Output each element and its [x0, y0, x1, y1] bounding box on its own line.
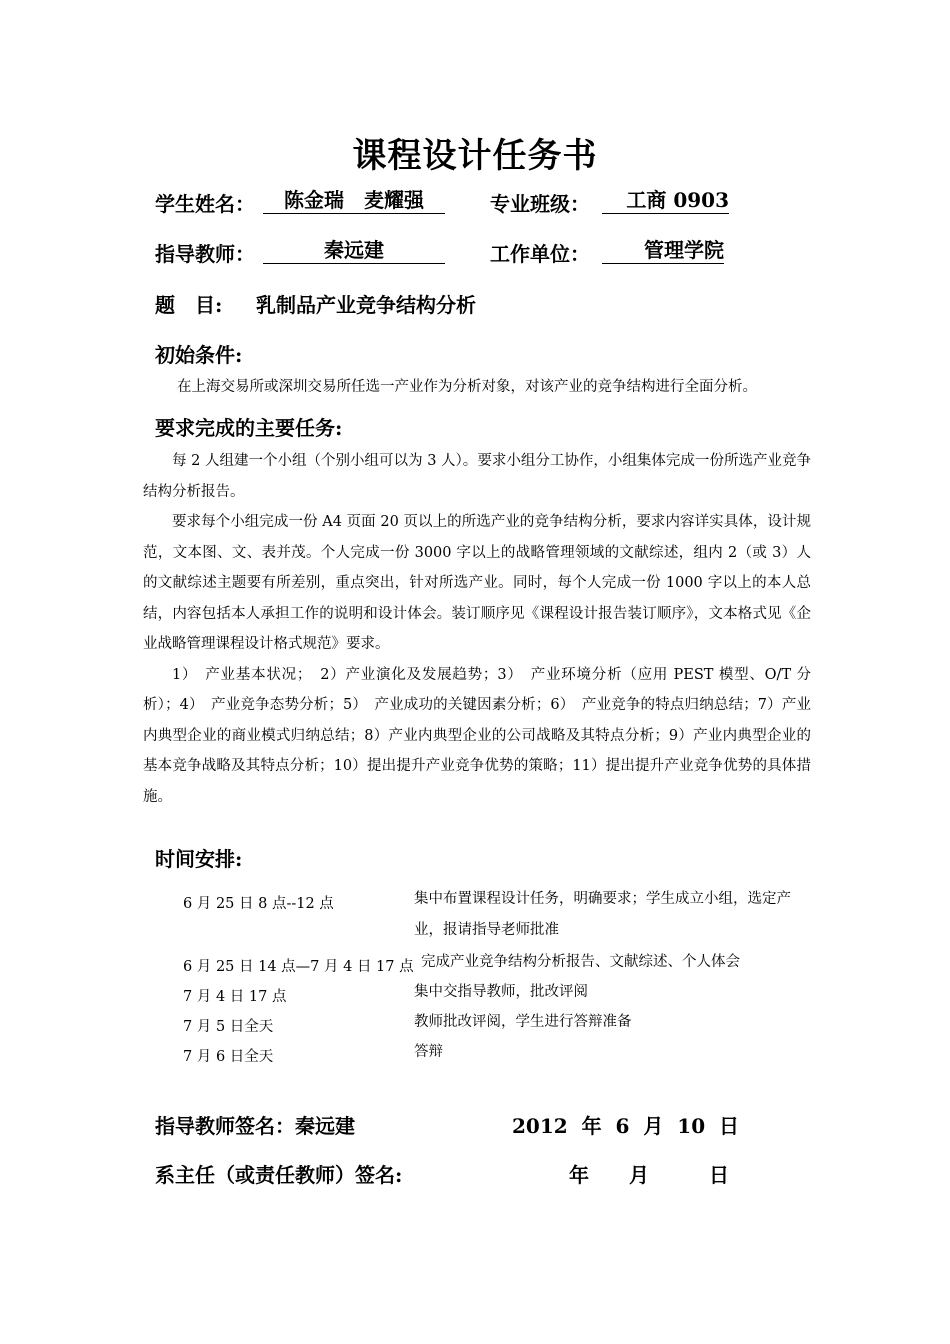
- class-value: 工商 0903: [602, 187, 729, 214]
- unit-value: 管理学院: [602, 237, 724, 264]
- teacher-signature-date: 2012 年 6 月 10 日: [512, 1114, 740, 1138]
- director-signature-date: 年 月 日: [569, 1163, 729, 1187]
- student-name-label: 学生姓名：: [155, 192, 255, 216]
- document-title: 课程设计任务书: [352, 136, 598, 176]
- unit-label: 工作单位：: [490, 242, 590, 266]
- schedule-task: 集中交指导教师，批改评阅: [414, 984, 588, 1000]
- topic-value: 乳制品产业竞争结构分析: [256, 293, 476, 317]
- schedule-date: 7 月 5 日全天: [183, 1019, 274, 1035]
- schedule-task: 完成产业竞争结构分析报告、文献综述、个人体会: [421, 954, 740, 970]
- tasks-heading: 要求完成的主要任务:: [155, 416, 343, 440]
- schedule-task: 教师批改评阅，学生进行答辩准备: [414, 1014, 632, 1030]
- schedule-task: 答辩: [414, 1044, 443, 1060]
- tasks-body: [143, 446, 811, 812]
- schedule-task: 集中布置课程设计任务，明确要求；学生成立小组，选定产业，报请指导老师批准: [414, 891, 791, 938]
- schedule-date: 7 月 4 日 17 点: [183, 989, 287, 1005]
- teacher-signature-label: 指导教师签名：秦远建: [155, 1114, 355, 1138]
- schedule-date: 6 月 25 日 14 点—7 月 4 日 17 点: [183, 959, 414, 975]
- topic-label: 题 目:: [155, 293, 223, 317]
- class-label: 专业班级：: [490, 192, 590, 216]
- teacher-value: 秦远建: [263, 237, 445, 264]
- initial-conditions-heading: 初始条件:: [155, 343, 243, 367]
- director-signature-label: 系主任（或责任教师）签名:: [155, 1163, 403, 1187]
- schedule-date: 6 月 25 日 8 点--12 点: [183, 896, 334, 912]
- initial-conditions-text: 在上海交易所或深圳交易所任选一产业作为分析对象，对该产业的竞争结构进行全面分析。: [177, 379, 757, 395]
- teacher-label: 指导教师：: [155, 242, 255, 266]
- student-name-value: 陈金瑞 麦耀强: [263, 187, 445, 214]
- tasks-paragraph: 要求每个小组完成一份 A4 页面 20 页以上的所选产业的竞争结构分析，要求内容详实具体，设计规范，文本图、文、表并茂。个人完成一份 3000 字以上的战略管理领域的文献综述，组内 2（或 3）人的文献综述主题要有所差别，重点突出，针对所选产业。同时，每个人完成一份 1000 字以上的本人总结，内容包括本人承担工作的说明和设计体会。装订顺序见《课程设计报告装订顺序》，文本格式见《企业战略管理课程设计格式规范》要求。: [143, 514, 811, 652]
- schedule-date: 7 月 6 日全天: [183, 1049, 274, 1065]
- tasks-paragraph: 每 2 人组建一个小组（个别小组可以为 3 人）。要求小组分工协作，小组集体完成一份所选产业竞争结构分析报告。: [143, 453, 811, 500]
- schedule-heading: 时间安排:: [155, 847, 243, 871]
- tasks-paragraph: 1） 产业基本状况； 2）产业演化及发展趋势；3） 产业环境分析（应用 PEST 模型、O/T 分析）；4） 产业竞争态势分析；5） 产业成功的关键因素分析；6） 产业竞争的特点归纳总结；7）产业内典型企业的商业模式归纳总结；8）产业内典型企业的公司战略及其特点分析；9）产业内典型企业的基本竞争战略及其特点分析；10）提出提升产业竞争优势的策略；11）提出提升产业竞争优势的具体措施。: [143, 666, 811, 805]
